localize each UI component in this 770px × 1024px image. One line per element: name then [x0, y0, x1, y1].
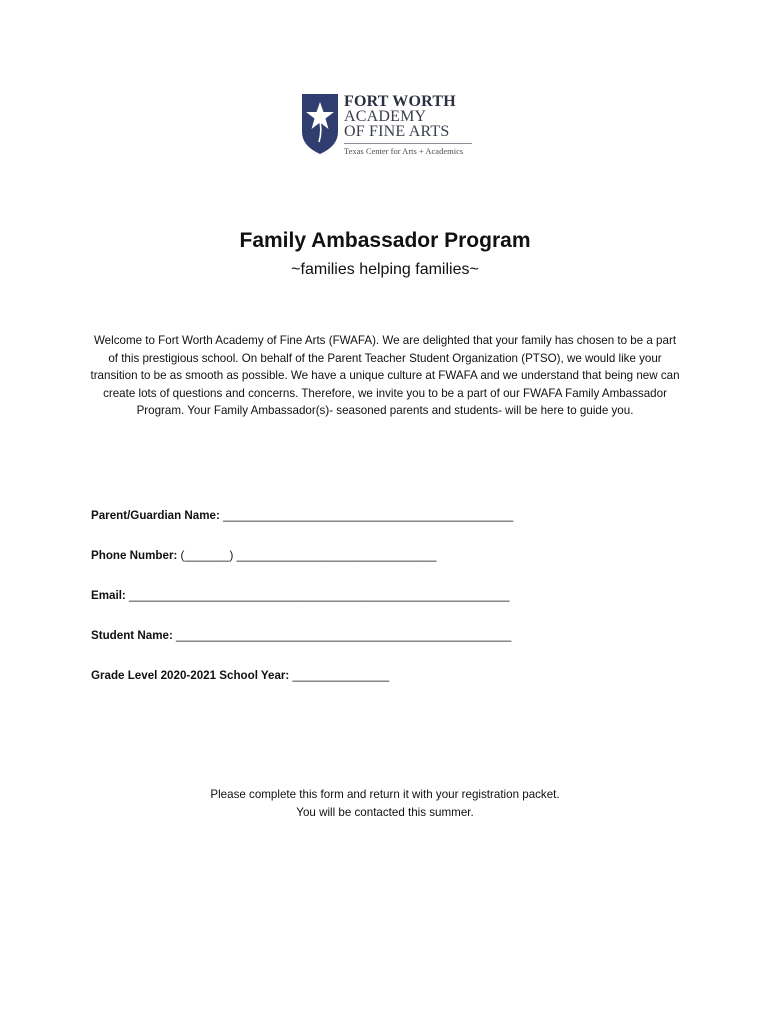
parent-name-label: Parent/Guardian Name: [91, 509, 224, 522]
parent-name-field[interactable] [91, 506, 691, 546]
logo-line-2: ACADEMY [344, 108, 427, 125]
form-fields [91, 506, 691, 706]
parent-name-blank[interactable]: _____________________________________________ [223, 509, 514, 522]
school-logo [300, 92, 472, 160]
closing-line-2: You will be contacted this summer. [296, 806, 474, 819]
page-subtitle: ~families helping families~ [291, 261, 479, 278]
closing-note [0, 786, 770, 822]
closing-line-1: Please complete this form and return it with your registration packet. [210, 788, 560, 801]
star-shield-icon [300, 92, 340, 156]
logo-wordmark [344, 94, 472, 156]
email-blank[interactable]: ___________________________________________________________ [129, 589, 510, 602]
phone-number-label: Phone Number: [91, 549, 181, 562]
grade-level-label: Grade Level 2020-2021 School Year: [91, 669, 293, 682]
phone-number-blank[interactable]: (_______) _______________________________ [180, 549, 437, 562]
email-field[interactable] [91, 586, 691, 626]
grade-level-field[interactable] [91, 666, 691, 706]
logo-line-1: FORT WORTH [344, 93, 456, 110]
logo-tagline: Texas Center for Arts + Academics [344, 143, 472, 156]
intro-paragraph: Welcome to Fort Worth Academy of Fine Arts (FWAFA). We are delighted that your family has chosen to be a part of this prestigious school. On behalf of the Parent Teacher Student Organization (PTSO), we would like your transition to be as smooth as possible. We have a unique culture at FWAFA and we understand that being new can create lots of questions and concerns. Therefore, we invite you to be a part of our FWAFA Family Ambassador Program. Your Family Ambassador(s)- seasoned parents and students- will be here to guide you. [90, 334, 680, 418]
phone-number-field[interactable] [91, 546, 691, 586]
student-name-label: Student Name: [91, 629, 177, 642]
page-title: Family Ambassador Program [239, 229, 531, 252]
student-name-blank[interactable]: ____________________________________________________ [176, 629, 512, 642]
grade-level-blank[interactable]: _______________ [292, 669, 390, 682]
logo-line-3: OF FINE ARTS [344, 123, 450, 140]
email-label: Email: [91, 589, 130, 602]
student-name-field[interactable] [91, 626, 691, 666]
